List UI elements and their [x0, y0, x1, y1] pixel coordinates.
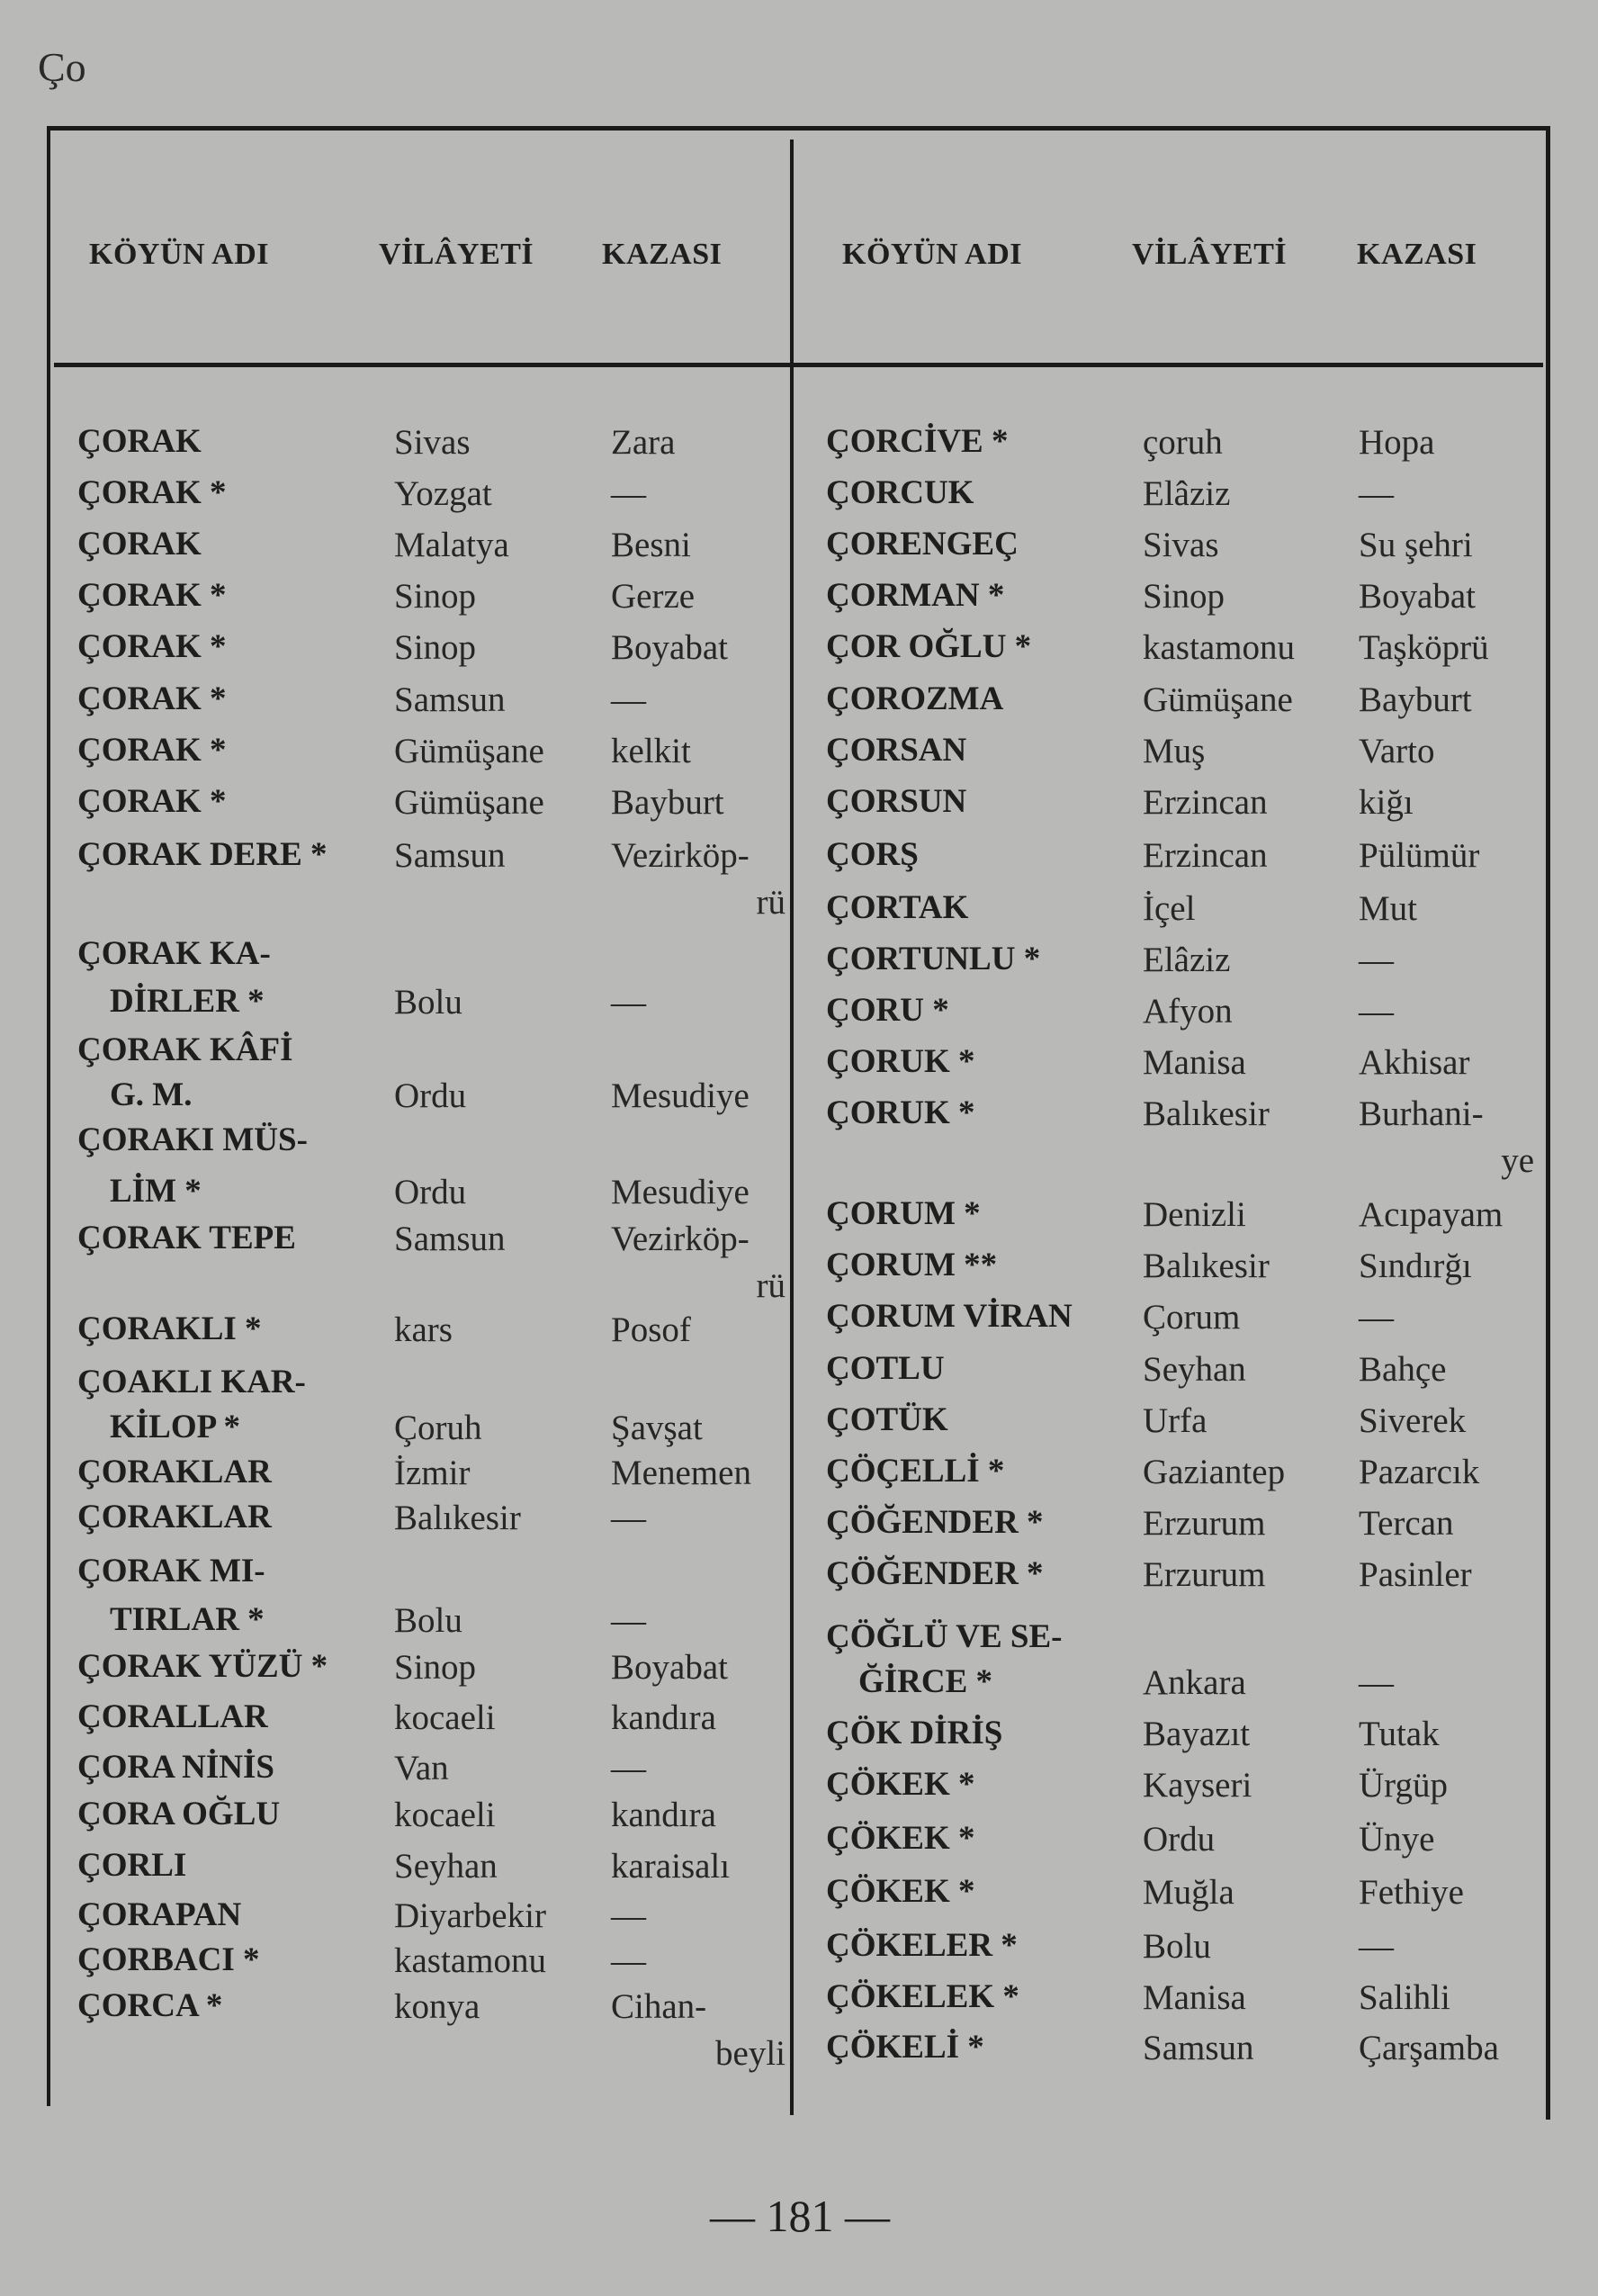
- header-vilayeti-right: VİLÂYETİ: [1132, 238, 1288, 271]
- left-vilayet: Van: [394, 1749, 449, 1787]
- right-village-name: ÇÖĞLÜ VE SE-: [826, 1618, 1063, 1655]
- left-vilayet: Ordu: [394, 1173, 467, 1211]
- left-village-name: ÇORAK *: [77, 783, 227, 820]
- left-vilayet: Malatya: [394, 526, 509, 564]
- right-kaza: Akhisar: [1359, 1043, 1470, 1082]
- left-kaza: —: [611, 1499, 646, 1537]
- left-vilayet: İzmir: [394, 1454, 471, 1492]
- left-vilayet: Diyarbekir: [394, 1896, 546, 1935]
- left-kaza: —: [611, 474, 646, 513]
- right-kaza: —: [1359, 1663, 1394, 1702]
- right-vilayet: Manisa: [1143, 1043, 1246, 1082]
- right-kaza: Varto: [1359, 732, 1435, 770]
- left-village-name: ÇORAKI MÜS-: [77, 1121, 308, 1158]
- right-vilayet: Elâziz: [1143, 941, 1231, 979]
- right-vilayet: Balıkesir: [1143, 1094, 1270, 1133]
- right-kaza: Sındırğı: [1359, 1247, 1472, 1285]
- left-kaza: Zara: [611, 423, 676, 462]
- left-village-name: TIRLAR *: [110, 1601, 265, 1638]
- right-kaza: Boyabat: [1359, 577, 1476, 616]
- right-vilayet: Sinop: [1143, 577, 1225, 616]
- right-vilayet: Denizli: [1143, 1195, 1246, 1234]
- table-frame-left: [47, 126, 50, 2106]
- right-kaza: Mut: [1359, 889, 1418, 928]
- left-kaza: Boyabat: [611, 628, 728, 667]
- right-kaza: Acıpayam: [1359, 1195, 1504, 1234]
- right-vilayet: Erzincan: [1143, 783, 1268, 822]
- right-kaza: Burhani-: [1359, 1094, 1484, 1133]
- right-village-name: ÇOTÜK: [826, 1401, 948, 1438]
- left-kaza: —: [611, 1601, 646, 1640]
- right-kaza: —: [1359, 474, 1394, 513]
- right-vilayet: Ankara: [1143, 1663, 1246, 1702]
- table-frame-top: [47, 126, 1549, 131]
- left-vilayet: kars: [394, 1310, 453, 1349]
- right-village-name: ÇOR OĞLU *: [826, 628, 1032, 665]
- right-vilayet: Urfa: [1143, 1401, 1207, 1440]
- right-kaza: —: [1359, 992, 1394, 1031]
- right-village-name: ÇOROZMA: [826, 680, 1004, 717]
- right-village-name: ÇORSAN: [826, 732, 967, 769]
- left-village-name: ÇORAK KA-: [77, 935, 271, 972]
- right-village-name: ÇÖK DİRİŞ: [826, 1715, 1003, 1751]
- left-village-name: ÇORBACI *: [77, 1941, 260, 1978]
- right-vilayet: çoruh: [1143, 423, 1223, 462]
- left-kaza: Posof: [611, 1310, 691, 1349]
- right-kaza: —: [1359, 941, 1394, 979]
- left-vilayet: Bolu: [394, 1601, 462, 1640]
- right-village-name: ÇÖKELİ *: [826, 2029, 984, 2066]
- right-village-name: ÇORUK *: [826, 1094, 975, 1131]
- left-village-name: DİRLER *: [110, 983, 265, 1020]
- page-header: Ço: [38, 44, 86, 90]
- right-kaza: Tercan: [1359, 1504, 1454, 1543]
- right-village-name: ÇÖKEK *: [826, 1873, 975, 1910]
- left-vilayet: Seyhan: [394, 1847, 498, 1886]
- right-village-name: ÇÖKELEK *: [826, 1978, 1019, 2015]
- left-village-name: ÇORAK: [77, 423, 202, 460]
- header-kazasi-right: KAZASI: [1357, 238, 1477, 271]
- right-vilayet: Gümüşane: [1143, 680, 1293, 719]
- left-vilayet: Samsun: [394, 836, 506, 875]
- right-vilayet: Erzincan: [1143, 836, 1268, 875]
- right-village-name: ÇORUM **: [826, 1247, 998, 1283]
- right-village-name: ÇORCUK: [826, 474, 974, 511]
- left-kaza: Besni: [611, 526, 691, 564]
- page-number: — 181 —: [710, 2191, 890, 2241]
- left-village-name: ÇORAK MI-: [77, 1553, 265, 1589]
- right-vilayet: Sivas: [1143, 526, 1219, 564]
- left-vilayet: Çoruh: [394, 1409, 482, 1447]
- right-village-name: ÇORUM VİRAN: [826, 1298, 1073, 1335]
- left-vilayet: Samsun: [394, 1220, 506, 1258]
- right-kaza: Tutak: [1359, 1715, 1440, 1753]
- right-kaza: kiğı: [1359, 783, 1414, 822]
- left-village-name: ÇORAK TEPE: [77, 1220, 296, 1256]
- left-kaza: —: [611, 1896, 646, 1935]
- right-kaza: Fethiye: [1359, 1873, 1464, 1912]
- left-village-name: ÇORAK DERE *: [77, 836, 328, 873]
- left-kaza-continued: rü: [756, 1266, 786, 1305]
- right-kaza: Ünye: [1359, 1820, 1435, 1859]
- left-village-name: ÇORA OĞLU: [77, 1796, 281, 1832]
- left-kaza: Cihan-: [611, 1987, 707, 2026]
- right-kaza: Bahçe: [1359, 1350, 1447, 1389]
- left-vilayet: Gümüşane: [394, 783, 544, 822]
- left-village-name: G. M.: [110, 1076, 193, 1113]
- right-kaza: Pazarcık: [1359, 1453, 1480, 1491]
- right-kaza: Hopa: [1359, 423, 1435, 462]
- right-village-name: ÇÖKEK *: [826, 1820, 975, 1857]
- left-village-name: ÇORAPAN: [77, 1896, 242, 1933]
- right-vilayet: Ordu: [1143, 1820, 1216, 1859]
- right-kaza: Pasinler: [1359, 1555, 1472, 1594]
- right-village-name: ĞİRCE *: [858, 1663, 993, 1700]
- left-kaza: —: [611, 983, 646, 1022]
- left-village-name: ÇORAK *: [77, 474, 227, 511]
- header-vilayeti-left: VİLÂYETİ: [379, 238, 534, 271]
- left-kaza: karaisalı: [611, 1847, 731, 1886]
- right-vilayet: Samsun: [1143, 2029, 1254, 2067]
- right-village-name: ÇORSUN: [826, 783, 967, 820]
- right-kaza: Bayburt: [1359, 680, 1472, 719]
- header-koy-adi-right: KÖYÜN ADI: [842, 238, 1023, 271]
- left-vilayet: Yozgat: [394, 474, 492, 513]
- right-vilayet: Afyon: [1143, 992, 1233, 1031]
- right-village-name: ÇÖKELER *: [826, 1927, 1018, 1964]
- left-village-name: ÇORLI: [77, 1847, 187, 1884]
- left-vilayet: Sinop: [394, 1648, 477, 1687]
- right-vilayet: Gaziantep: [1143, 1453, 1286, 1491]
- left-kaza: Boyabat: [611, 1648, 728, 1687]
- left-vilayet: Bolu: [394, 983, 462, 1022]
- left-kaza-continued: rü: [756, 883, 786, 922]
- left-village-name: KİLOP *: [110, 1409, 240, 1445]
- left-village-name: ÇORAKLAR: [77, 1499, 272, 1535]
- left-kaza: kelkit: [611, 732, 691, 770]
- table-frame-right: [1546, 126, 1550, 2120]
- left-kaza: —: [611, 1749, 646, 1787]
- right-vilayet: Bolu: [1143, 1927, 1211, 1966]
- left-kaza: Mesudiye: [611, 1173, 750, 1211]
- right-kaza: Taşköprü: [1359, 628, 1489, 667]
- left-vilayet: Samsun: [394, 680, 506, 719]
- right-kaza: Pülümür: [1359, 836, 1480, 875]
- left-vilayet: Ordu: [394, 1076, 467, 1115]
- left-kaza: kandıra: [611, 1698, 716, 1737]
- right-vilayet: Seyhan: [1143, 1350, 1246, 1389]
- right-kaza: —: [1359, 1927, 1394, 1966]
- right-vilayet: Çorum: [1143, 1298, 1241, 1337]
- right-kaza: —: [1359, 1298, 1394, 1337]
- left-kaza-continued: beyli: [715, 2034, 786, 2073]
- left-village-name: ÇOAKLI KAR-: [77, 1364, 306, 1400]
- left-village-name: ÇORAKLAR: [77, 1454, 272, 1490]
- left-kaza: Vezirköp-: [611, 1220, 750, 1258]
- right-village-name: ÇORUM *: [826, 1195, 981, 1232]
- left-village-name: ÇORALLAR: [77, 1698, 268, 1735]
- left-kaza: Vezirköp-: [611, 836, 750, 875]
- right-vilayet: Manisa: [1143, 1978, 1246, 2017]
- left-kaza: Gerze: [611, 577, 696, 616]
- right-kaza-continued: ye: [1501, 1141, 1534, 1180]
- right-village-name: ÇÖKEK *: [826, 1766, 975, 1803]
- right-vilayet: kastamonu: [1143, 628, 1295, 667]
- right-village-name: ÇORMAN *: [826, 577, 1005, 614]
- right-village-name: ÇORTUNLU *: [826, 941, 1041, 977]
- right-vilayet: Bayazıt: [1143, 1715, 1251, 1753]
- left-vilayet: Sinop: [394, 628, 477, 667]
- left-village-name: ÇORAK *: [77, 680, 227, 717]
- left-kaza: Şavşat: [611, 1409, 703, 1447]
- right-village-name: ÇORTAK: [826, 889, 969, 926]
- right-kaza: Su şehri: [1359, 526, 1473, 564]
- right-village-name: ÇORCİVE *: [826, 423, 1009, 460]
- right-village-name: ÇOTLU: [826, 1350, 945, 1387]
- left-village-name: ÇORAK *: [77, 628, 227, 665]
- column-divider: [790, 140, 794, 2115]
- left-vilayet: Sivas: [394, 423, 471, 462]
- left-kaza: Mesudiye: [611, 1076, 750, 1115]
- right-village-name: ÇORUK *: [826, 1043, 975, 1080]
- right-kaza: Ürgüp: [1359, 1766, 1448, 1805]
- right-vilayet: Kayseri: [1143, 1766, 1252, 1805]
- left-kaza: Bayburt: [611, 783, 724, 822]
- left-kaza: Menemen: [611, 1454, 751, 1492]
- left-kaza: —: [611, 1941, 646, 1980]
- right-village-name: ÇÖĞENDER *: [826, 1504, 1044, 1541]
- left-vilayet: kocaeli: [394, 1796, 496, 1834]
- right-village-name: ÇÖÇELLİ *: [826, 1453, 1005, 1490]
- right-kaza: Salihli: [1359, 1978, 1450, 2017]
- left-village-name: ÇORAK *: [77, 577, 227, 614]
- left-village-name: ÇORAK YÜZÜ *: [77, 1648, 328, 1685]
- right-kaza: Çarşamba: [1359, 2029, 1499, 2067]
- left-village-name: ÇORAK: [77, 526, 202, 563]
- header-koy-adi-left: KÖYÜN ADI: [89, 238, 270, 271]
- left-vilayet: Gümüşane: [394, 732, 544, 770]
- right-village-name: ÇÖĞENDER *: [826, 1555, 1044, 1592]
- right-vilayet: Muğla: [1143, 1873, 1234, 1912]
- left-village-name: LİM *: [110, 1173, 202, 1210]
- left-kaza: —: [611, 680, 646, 719]
- header-rule: [54, 363, 1543, 367]
- left-vilayet: Sinop: [394, 577, 477, 616]
- right-vilayet: Muş: [1143, 732, 1206, 770]
- left-village-name: ÇORCA *: [77, 1987, 223, 2024]
- left-village-name: ÇORAK *: [77, 732, 227, 769]
- left-kaza: kandıra: [611, 1796, 716, 1834]
- right-vilayet: Erzurum: [1143, 1504, 1266, 1543]
- left-village-name: ÇORAKLI *: [77, 1310, 262, 1347]
- left-village-name: ÇORA NİNİS: [77, 1749, 274, 1786]
- left-vilayet: kastamonu: [394, 1941, 546, 1980]
- left-vilayet: Balıkesir: [394, 1499, 521, 1537]
- right-vilayet: Balıkesir: [1143, 1247, 1270, 1285]
- right-vilayet: Erzurum: [1143, 1555, 1266, 1594]
- right-kaza: Siverek: [1359, 1401, 1467, 1440]
- header-kazasi-left: KAZASI: [602, 238, 723, 271]
- right-village-name: ÇORŞ: [826, 836, 919, 873]
- right-village-name: ÇORENGEÇ: [826, 526, 1019, 563]
- left-vilayet: konya: [394, 1987, 480, 2026]
- right-vilayet: İçel: [1143, 889, 1196, 928]
- left-vilayet: kocaeli: [394, 1698, 496, 1737]
- right-vilayet: Elâziz: [1143, 474, 1231, 513]
- right-village-name: ÇORU *: [826, 992, 949, 1029]
- left-village-name: ÇORAK KÂFİ: [77, 1031, 293, 1068]
